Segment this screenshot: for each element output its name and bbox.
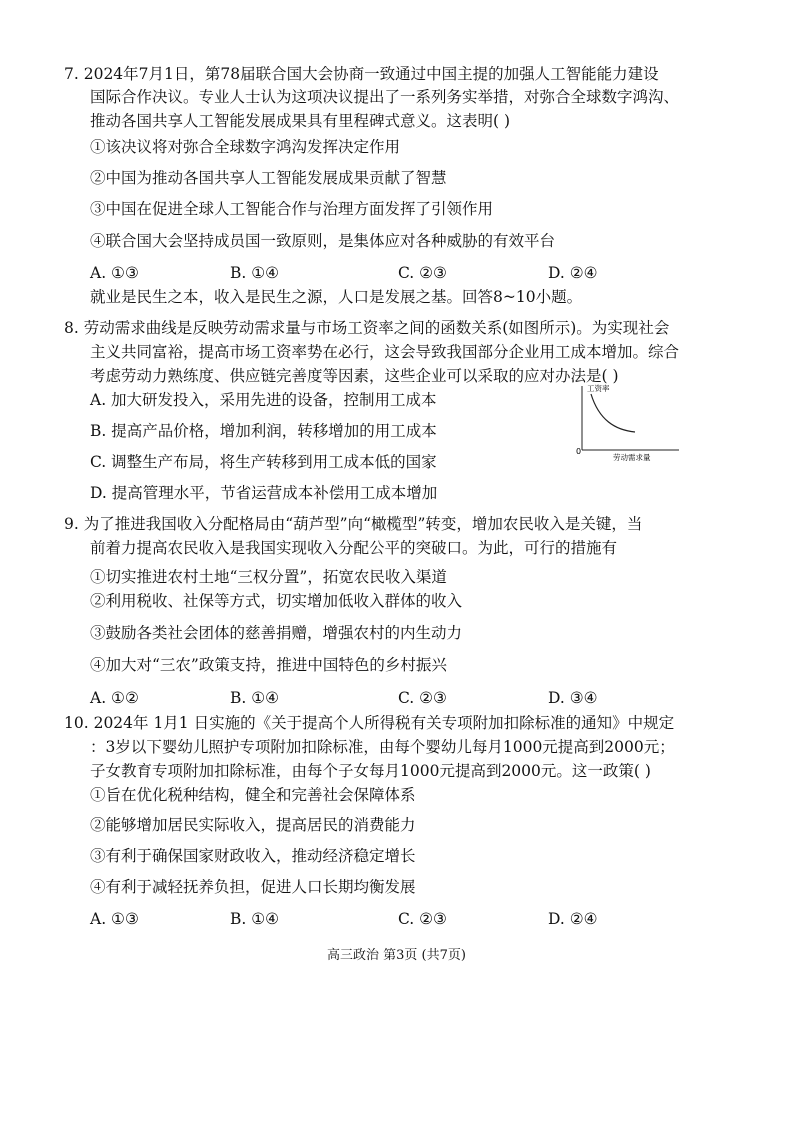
q10-stem-line3: 子女教育专项附加扣除标准，由每个子女每月1000元提高到2000元。这一政策( ) [90, 762, 651, 780]
q10-item-2: ②能够增加居民实际收入，提高居民的消费能力 [90, 816, 416, 834]
q8-option-d: D. 提高管理水平，节省运营成本补偿用工成本增加 [90, 484, 438, 502]
q9-choice-b: B. ①④ [230, 689, 280, 707]
section-intro: 就业是民生之本，收入是民生之源，人口是发展之基。回答8~10小题。 [90, 288, 583, 306]
q9-item-3: ③鼓励各类社会团体的慈善捐赠，增强农村的内生动力 [90, 624, 463, 642]
q7-choice-c: C. ②③ [398, 264, 447, 282]
page-footer: 高三政治 第3页 (共7页) [327, 948, 466, 963]
q7-stem-line3: 推动各国共享人工智能发展成果具有里程碑式意义。这表明( ) [90, 112, 511, 130]
q7-item-4: ④联合国大会坚持成员国一致原则，是集体应对各种威胁的有效平台 [90, 232, 556, 250]
q7-choice-a: A. ①③ [90, 264, 139, 282]
q8-stem-line2: 主义共同富裕，提高市场工资率势在必行，这会导致我国部分企业用工成本增加。综合 [90, 343, 680, 361]
q9-choice-c: C. ②③ [398, 689, 447, 707]
q8-option-b: B. 提高产品价格，增加利润，转移增加的用工成本 [90, 422, 437, 440]
labor-demand-graph [575, 380, 685, 465]
q7-item-2: ②中国为推动各国共享人工智能发展成果贡献了智慧 [90, 169, 447, 187]
q7-stem-line2: 国际合作决议。专业人士认为这项决议提出了一系列务实举措，对弥合全球数字鸿沟、 [90, 88, 680, 106]
q10-choice-d: D. ②④ [548, 910, 598, 928]
q7-choice-d: D. ②④ [548, 264, 598, 282]
graph-x-label: 劳动需求量 [613, 453, 651, 462]
q10-item-4: ④有利于减轻抚养负担，促进人口长期均衡发展 [90, 878, 416, 896]
q10-stem-line2: ：3岁以下婴幼儿照护专项附加扣除标准，由每个婴幼儿每月1000元提高到2000元； [90, 738, 675, 756]
q10-stem-line1: 10. 2024年 1月1 日实施的《关于提高个人所得税有关专项附加扣除标准的通知》中规定 [64, 714, 675, 732]
q8-option-a: A. 加大研发投入，采用先进的设备，控制用工成本 [90, 391, 437, 409]
q9-item-4: ④加大对“三农”政策支持，推进中国特色的乡村振兴 [90, 656, 447, 674]
graph-origin-label: 0 [576, 447, 582, 456]
q9-stem-line1: 9. 为了推进我国收入分配格局由“葫芦型”向“橄榄型”转变，增加农民收入是关键，当 [64, 515, 643, 533]
q8-stem-line1: 8. 劳动需求曲线是反映劳动需求量与市场工资率之间的函数关系(如图所示)。为实现社会 [64, 319, 670, 337]
q9-item-1: ①切实推进农村土地“三权分置”，拓宽农民收入渠道 [90, 568, 447, 586]
q7-choice-b: B. ①④ [230, 264, 280, 282]
graph-y-label: 工资率 [587, 384, 610, 393]
q8-stem-line3: 考虑劳动力熟练度、供应链完善度等因素，这些企业可以采取的应对办法是( ) [90, 367, 619, 385]
demand-curve [591, 394, 635, 432]
q9-choice-d: D. ③④ [548, 689, 598, 707]
q10-choice-c: C. ②③ [398, 910, 447, 928]
q10-choice-a: A. ①③ [90, 910, 139, 928]
q7-item-1: ①该决议将对弥合全球数字鸿沟发挥决定作用 [90, 138, 401, 156]
q10-choice-b: B. ①④ [230, 910, 280, 928]
q7-stem-line1: 7. 2024年7月1日，第78届联合国大会协商一致通过中国主提的加强人工智能能力建设 [64, 65, 659, 83]
q8-option-c: C. 调整生产布局，将生产转移到用工成本低的国家 [90, 453, 437, 471]
q9-choice-a: A. ①② [90, 689, 139, 707]
q10-item-1: ①旨在优化税种结构，健全和完善社会保障体系 [90, 786, 416, 804]
q9-item-2: ②利用税收、社保等方式，切实增加低收入群体的收入 [90, 592, 463, 610]
q9-stem-line2: 前着力提高农民收入是我国实现收入分配公平的突破口。为此，可行的措施有 [90, 539, 618, 557]
q7-item-3: ③中国在促进全球人工智能合作与治理方面发挥了引领作用 [90, 200, 494, 218]
q10-item-3: ③有利于确保国家财政收入，推动经济稳定增长 [90, 847, 416, 865]
